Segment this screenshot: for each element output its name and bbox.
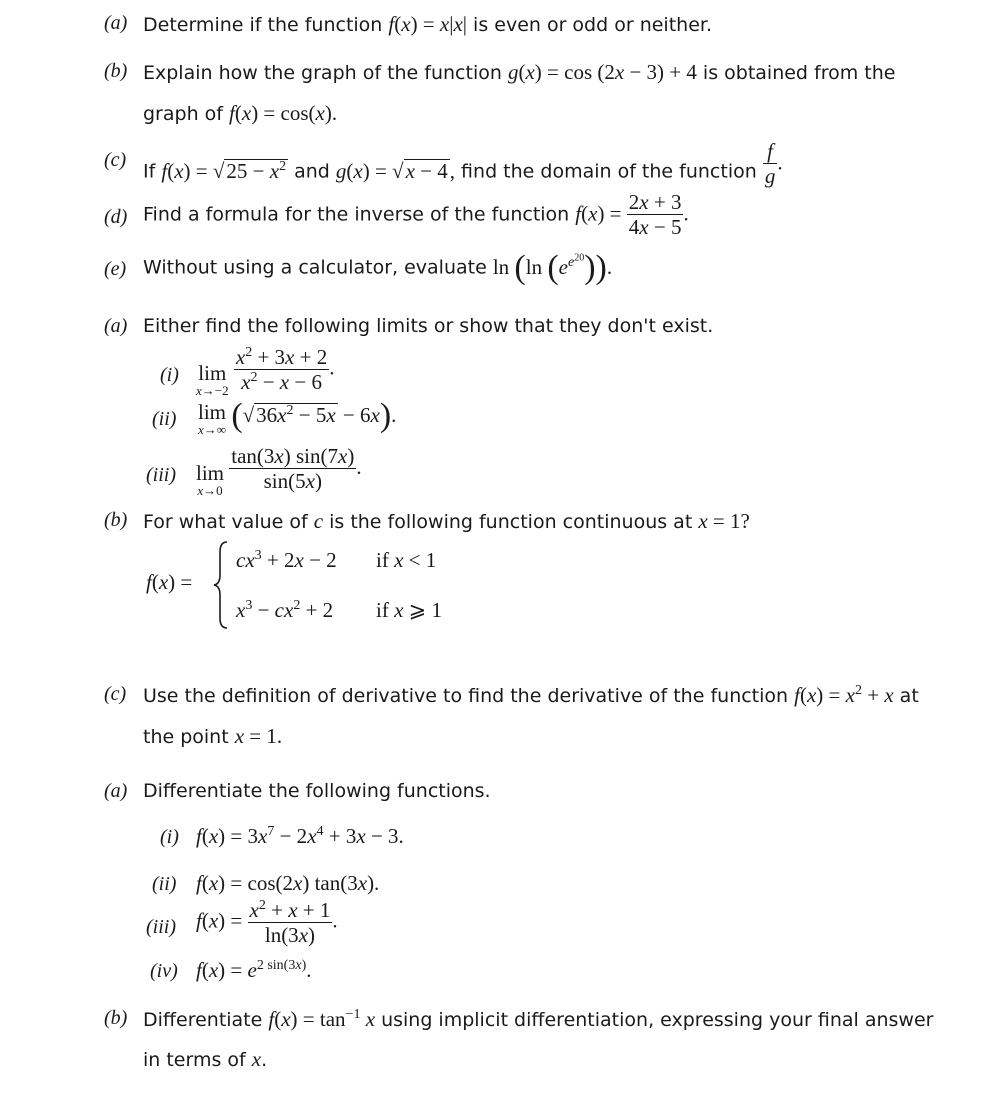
q2b: For what value of c is the following function continuous at x = 1? [143,509,750,533]
label-2a-i: (i) [160,364,179,386]
label-1c: (c) [104,149,127,171]
q3b-line2: in terms of x. [143,1047,268,1071]
q2a-iii: lim x→0 $\frac{\tan(3x) \sin(7x)}{\sin(5x)}$ . [196,444,362,498]
q1e: Without using a calculator, evaluate ln (ln $(e^{e^{20}})$). [143,248,613,286]
label-2b: (b) [104,509,128,531]
label-3b: (b) [104,1007,128,1029]
q1b-line1: Explain how the graph of the function g(x) = cos (2x − 3) + 4 is obtained from the [143,60,896,84]
q1c: If $f(x) = √25 - x^2$ and g(x) = √x − 4, find the domain of the function $\frac{f}{g}$ . [143,139,783,189]
label-1a: (a) [104,12,128,34]
label-3a: (a) [104,780,128,802]
q2c-line1: Use the definition of derivative to find the derivative of the function $f(x) = x^2 + x$ at [143,683,919,707]
q2b-lhs: f(x) = [146,570,193,594]
label-3a-ii: (ii) [152,873,177,895]
label-3a-i: (i) [160,826,179,848]
label-3a-iv: (iv) [150,960,178,982]
q3a: Differentiate the following functions. [143,780,491,802]
label-2a: (a) [104,315,128,337]
label-1e: (e) [104,258,127,280]
q3a-ii: f(x) = cos(2x) tan(3x). [196,871,380,895]
q2b-brace [212,540,232,630]
q1b-line2: graph of f(x) = cos(x). [143,101,338,125]
q1a: Determine if the function f(x) = x|x| is even or odd or neither. [143,12,712,36]
label-3a-iii: (iii) [146,916,176,938]
label-2a-iii: (iii) [146,464,176,486]
q3a-i: $f(x) = 3x^7 - 2x^4 + 3x - 3$. [196,824,404,848]
q2b-case1: $cx^3 + 2x - 2$ if x < 1 [236,548,437,572]
q3a-iv: $f(x) = e^{2 sin(3x)}$. [196,958,312,982]
label-2c: (c) [104,683,127,705]
label-1d: (d) [104,206,128,228]
q3b-line1: Differentiate $f(x) = \tan^{-1} x$ using implicit differentiation, expressing your final answer [143,1007,934,1031]
q2c-line2: the point x = 1. [143,724,283,748]
label-1b: (b) [104,60,128,82]
q2a: Either find the following limits or show that they don't exist. [143,315,714,337]
q3a-iii: f(x) = $\frac{x^2 + x + 1}{\ln(3x)}$ . [196,898,338,948]
q2b-case2: $x^3 - cx^2 + 2$ if x ⩾ 1 [236,598,443,622]
q2a-ii: lim x→∞ $(√36x^2 - 5x - 6x)$. [198,397,397,437]
label-2a-ii: (ii) [152,408,177,430]
q1d: Find a formula for the inverse of the function f(x) = $\frac{2x + 3}{4x - 5}$ . [143,190,689,240]
q2a-i: lim x→−2 $\frac{x^2 + 3x + 2}{x^2 - x - 6}$ . [196,345,335,398]
